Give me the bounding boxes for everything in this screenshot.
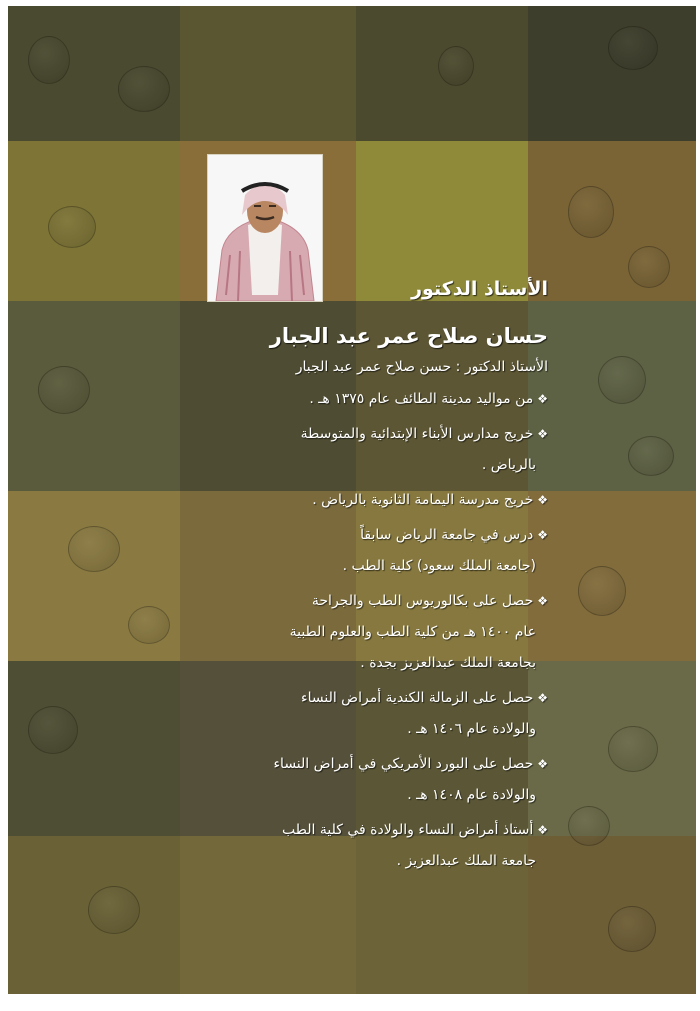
- bullet-icon: ❖: [537, 757, 548, 771]
- bio-lead: الأستاذ الدكتور : حسن صلاح عمر عبد الجبار: [295, 359, 548, 375]
- bio-item-line: جامعة الملك عبدالعزيز .: [396, 853, 536, 869]
- bio-item-line: والولادة عام ١٤٠٨ هـ .: [407, 787, 536, 803]
- bio-item-line: (جامعة الملك سعود) كلية الطب .: [342, 558, 536, 574]
- bio-content: [178, 276, 548, 877]
- bio-item: [178, 520, 548, 582]
- bio-item-line: بالرياض .: [481, 457, 536, 473]
- bullet-icon: ❖: [537, 528, 548, 542]
- bio-item-line: بجامعة الملك عبدالعزيز بجدة .: [360, 655, 536, 671]
- bio-item: [178, 749, 548, 811]
- author-name: حسان صلاح عمر عبد الجبار: [269, 324, 548, 348]
- bio-item: [178, 419, 548, 481]
- bullet-icon: ❖: [537, 392, 548, 406]
- page: [8, 6, 696, 994]
- bio-item-line: خريج مدرسة اليمامة الثانوية بالرياض .: [312, 492, 534, 508]
- bio-item: [178, 815, 548, 877]
- bio-item-line: حصل على البورد الأمريكي في أمراض النساء: [273, 756, 534, 772]
- bullet-icon: ❖: [537, 493, 548, 507]
- academic-title: الأستاذ الدكتور: [411, 278, 548, 300]
- bio-item: [178, 683, 548, 745]
- bio-item-line: أستاذ أمراض النساء والولادة في كلية الطب: [282, 822, 534, 838]
- bullet-icon: ❖: [537, 823, 548, 837]
- bio-item-line: والولادة عام ١٤٠٦ هـ .: [407, 721, 536, 737]
- bullet-icon: ❖: [537, 594, 548, 608]
- bio-item-line: خريج مدارس الأبناء الإبتدائية والمتوسطة: [300, 426, 534, 442]
- bio-item-line: درس في جامعة الرياض سابقاً: [360, 527, 534, 543]
- bullet-icon: ❖: [537, 691, 548, 705]
- bio-item: [178, 586, 548, 679]
- bio-item-line: عام ١٤٠٠ هـ من كلية الطب والعلوم الطبية: [289, 624, 536, 640]
- bio-item-line: حصل على الزمالة الكندية أمراض النساء: [301, 690, 534, 706]
- bio-item: [178, 384, 548, 415]
- bullet-icon: ❖: [537, 427, 548, 441]
- bio-item-line: من مواليد مدينة الطائف عام ١٣٧٥ هـ .: [309, 391, 534, 407]
- bio-item: [178, 485, 548, 516]
- bio-item-line: حصل على بكالوريوس الطب والجراحة: [311, 593, 534, 609]
